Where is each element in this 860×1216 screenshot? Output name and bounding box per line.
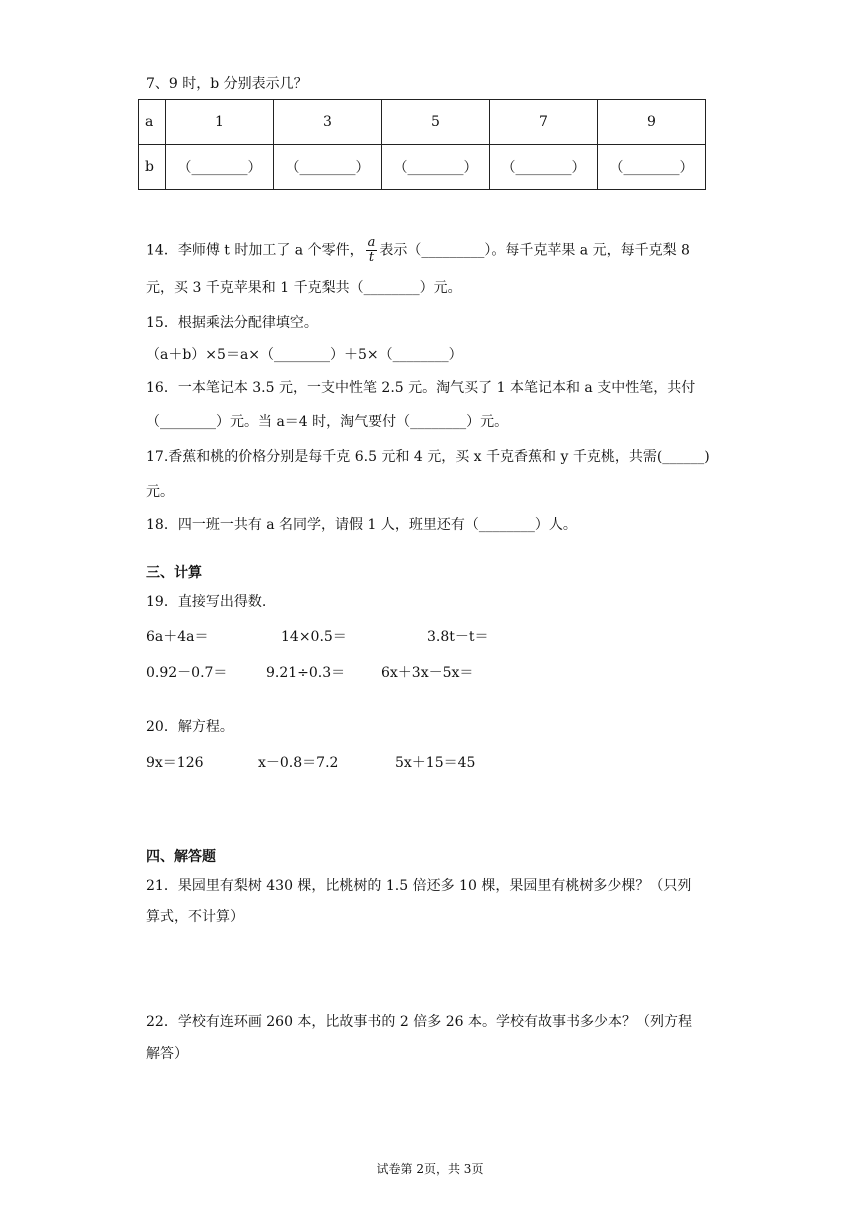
question-21-line-1: 21．果园里有梨树 430 棵，比桃树的 1.5 倍还多 10 棵，果园里有桃树多少棵？（只列 [146, 878, 692, 894]
section-3-heading: 三、计算 [146, 565, 202, 581]
calc-expression: 14×0.5＝ [281, 629, 347, 645]
fraction-a-over-t [366, 236, 378, 265]
question-14-line-1 [146, 236, 690, 265]
q14-text-part1: 14．李师傅 t 时加工了 a 个零件， [146, 242, 364, 259]
a-value-cell: 7 [490, 100, 598, 145]
b-answer-blank[interactable]: （________） [490, 145, 598, 190]
table-row [139, 100, 706, 145]
b-answer-blank[interactable]: （________） [166, 145, 274, 190]
section-4-heading: 四、解答题 [146, 849, 216, 865]
question-15-line-2: （a＋b）×5＝a×（________）＋5×（________） [146, 347, 463, 363]
fraction-numerator: a [367, 235, 376, 250]
calc-expression: 3.8t－t＝ [427, 629, 489, 645]
question-21-line-2: 算式，不计算） [146, 909, 244, 925]
fraction-denominator: t [368, 250, 375, 265]
calc-expression: 6a＋4a＝ [146, 629, 209, 645]
question-15-line-1: 15．根据乘法分配律填空。 [146, 315, 318, 331]
calc-expression: 9.21÷0.3＝ [266, 665, 346, 681]
a-value-cell: 5 [382, 100, 490, 145]
question-22-line-2: 解答） [146, 1046, 188, 1062]
question-16-line-2: （________）元。当 a＝4 时，淘气要付（________）元。 [146, 414, 509, 430]
b-answer-blank[interactable]: （________） [382, 145, 490, 190]
equation: 9x＝126 [146, 755, 204, 771]
question-14-line-2: 元，买 3 千克苹果和 1 千克梨共（________）元。 [146, 280, 462, 296]
question-16-line-1: 16．一本笔记本 3.5 元，一支中性笔 2.5 元。淘气买了 1 本笔记本和 a 支中性笔，共付 [146, 380, 696, 396]
row-label-b: b [139, 145, 166, 190]
table-question-prompt: 7、9 时，b 分别表示几？ [146, 76, 308, 92]
page-footer: 试卷第 2页，共 3页 [376, 1162, 484, 1176]
equation: x－0.8＝7.2 [258, 755, 339, 771]
a-value-cell: 3 [274, 100, 382, 145]
ab-value-table [138, 99, 706, 190]
question-19-prompt: 19．直接写出得数. [146, 594, 267, 610]
a-value-cell: 9 [598, 100, 706, 145]
b-answer-blank[interactable]: （________） [598, 145, 706, 190]
question-17-line-2: 元。 [146, 484, 174, 500]
calc-expression: 0.92－0.7＝ [146, 665, 228, 681]
row-label-a: a [139, 100, 166, 145]
b-answer-blank[interactable]: （________） [274, 145, 382, 190]
a-value-cell: 1 [166, 100, 274, 145]
question-20-prompt: 20．解方程。 [146, 719, 234, 735]
question-22-line-1: 22．学校有连环画 260 本，比故事书的 2 倍多 26 本。学校有故事书多少本？（列方程 [146, 1014, 692, 1030]
question-17-line-1: 17.香蕉和桃的价格分别是每千克 6.5 元和 4 元，买 x 千克香蕉和 y 千克桃，共需(______) [146, 449, 710, 465]
equation: 5x＋15＝45 [395, 755, 476, 771]
table-row [139, 145, 706, 190]
question-18-line-1: 18．四一班一共有 a 名同学，请假 1 人，班里还有（________）人。 [146, 517, 577, 533]
q14-text-part2: 表示（_________）。每千克苹果 a 元，每千克梨 8 [379, 242, 690, 259]
calc-expression: 6x＋3x－5x＝ [381, 665, 474, 681]
